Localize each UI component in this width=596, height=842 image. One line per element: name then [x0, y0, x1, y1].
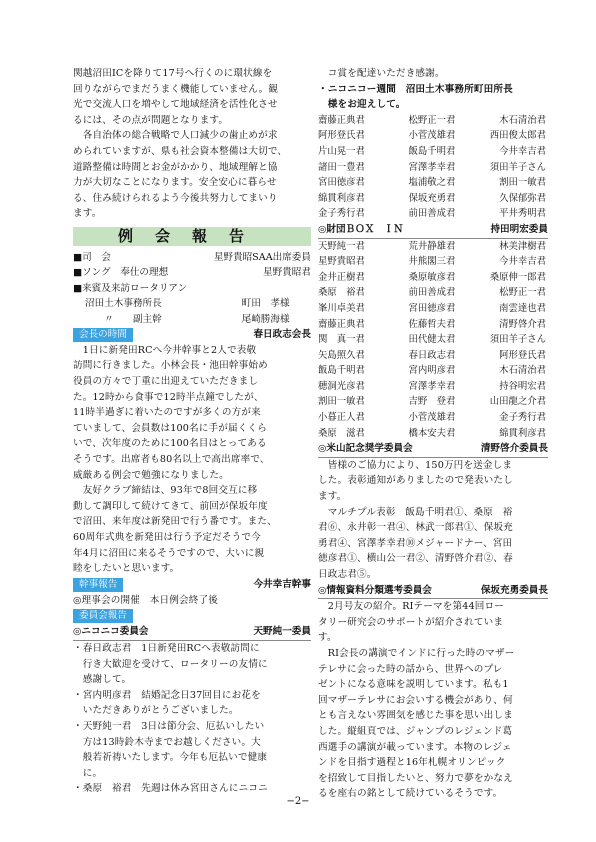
multiple-award-text [318, 505, 548, 583]
text-line: ていまして、会員数は100名に手が届くくら [73, 422, 267, 434]
text-line: るを座右の銘として続けているそうです。 [318, 788, 503, 800]
member-name: 荒井静雄君 [408, 240, 456, 252]
text-line: を招致して目指したいと、努力で夢をかなえ [318, 772, 513, 784]
text-line: 役員の方々で丁重に出迎えていただきまし [73, 376, 259, 388]
member-name: 金子秀行君 [318, 208, 365, 220]
intro-paragraph [73, 66, 311, 222]
member-name: 諸田一豊君 [318, 161, 365, 173]
member-name: 宮内明彦君 [408, 365, 456, 377]
text-line: す。 [318, 632, 337, 644]
member-name: 西田俊太郎君 [489, 130, 546, 142]
text-line: 回マザーテレサにお会いする機会があり、何 [318, 694, 513, 706]
secretary-text [73, 593, 311, 609]
member-row [318, 128, 548, 144]
member-name: 山田龍之介君 [489, 396, 546, 408]
member-name: 峯川卓美君 [318, 302, 365, 314]
text-line: 般若祈祷いたします。今年も厄払いで健康 [73, 752, 268, 764]
yoneyama-title [318, 441, 548, 458]
member-row [318, 144, 548, 160]
member-name: 前田善成君 [408, 287, 456, 299]
guest-row [73, 296, 311, 311]
left-column [73, 66, 311, 797]
text-line: ・宮内明彦君 結婚記念日37回目にお花を [73, 689, 261, 701]
text-line: いで、次年度のために100名目はとってある [73, 438, 267, 450]
member-name: 穂洞光彦君 [318, 380, 365, 392]
report-item [73, 265, 311, 280]
member-name: 桑原伸一郎君 [489, 271, 546, 283]
member-name: 吉野 登君 [408, 396, 456, 408]
text-line: 動して調印して続けてきて、前回が保坂年度 [73, 500, 268, 512]
member-name: 阿形登氏君 [318, 130, 365, 142]
niconico-committee-name: ◎ニコニコ委員会 [73, 626, 149, 638]
member-name: 齋藤正典君 [318, 318, 365, 330]
president-header [73, 327, 311, 343]
report-item [73, 250, 311, 265]
text-line: 友好クラブ締結は、93年で8回交互に移 [73, 485, 258, 497]
text-line: RI会長の講演でインドに行った時のマザー [318, 647, 515, 659]
text-line: 各自治体の総合戦略で人口減少の歯止めが求 [73, 130, 278, 142]
member-name: 今井幸吉君 [499, 256, 546, 268]
member-row [318, 410, 548, 426]
member-name: 小菅茂雄君 [408, 130, 456, 142]
text-line: した。縦組頁では、ジャンプのレジェンド葛 [318, 725, 513, 737]
member-name: 星野貴昭君 [318, 256, 365, 268]
member-name: 春日政志君 [408, 349, 456, 361]
member-name: 木石清治君 [499, 114, 546, 126]
text-line: 勇君④、宮澤孝幸君⑩メジャードナー、宮田 [318, 537, 513, 549]
text-line: 年4月に沼田に来るそうですので、大いに親 [73, 547, 265, 559]
text-line: いただきありがとうございました。 [73, 705, 239, 717]
text-line: 力が大切なことになります。安全安心に暮らせ [73, 177, 277, 189]
member-name: 須田羊子さん [489, 161, 546, 173]
report-items [73, 250, 311, 296]
text-line: とも言えない雰囲気を感じた事を思い出しま [318, 710, 513, 722]
member-name: 綿貫利彦君 [318, 192, 365, 204]
member-name: 井熊閣三君 [408, 256, 456, 268]
member-name: 須田羊子さん [489, 334, 546, 346]
info-committee-text [318, 599, 548, 802]
text-line: ・春日政志君 1日新発田RCへ表敬訪問に [73, 642, 260, 654]
member-name: 小菅茂雄君 [408, 412, 456, 424]
secretary-header [73, 577, 311, 593]
text-line: 君⑥、永井彰一君④、林武一郎君①、保坂充 [318, 522, 513, 534]
member-name: 田代健太君 [408, 334, 456, 346]
text-line: 方は13時鈴木寺までお越しください。大 [73, 736, 261, 748]
secretary-speaker: 今井幸吉幹事 [253, 578, 311, 590]
member-name: 桑原 裕君 [318, 287, 365, 299]
member-row [318, 348, 548, 364]
niconico-committee-text [73, 641, 311, 797]
member-row [318, 206, 548, 222]
text-line: ・桑原 裕君 先週は休み宮田さんにニコニ [73, 783, 268, 795]
zaidan-box-members [318, 239, 548, 442]
info-committee-title [318, 583, 548, 600]
yoneyama-name: ◎米山記念奨学委員会 [318, 443, 413, 455]
member-row [318, 379, 548, 395]
zaidan-box-name: ◎財団ＢＯＸ ＩＮ [318, 223, 404, 235]
guest-row [73, 312, 311, 327]
member-name: 矢島照久君 [318, 349, 365, 361]
member-name: 割田一敏君 [318, 396, 365, 408]
member-name: 保坂充勇君 [408, 192, 456, 204]
member-row [318, 394, 548, 410]
text-line: ◎理事会の開催 本日例会終了後 [73, 594, 218, 606]
member-name: 金子秀行君 [499, 412, 546, 424]
member-name: 林美津樹君 [499, 240, 546, 252]
member-name: 宮澤孝幸君 [408, 161, 456, 173]
member-name: 松野正一君 [408, 114, 456, 126]
text-line: 1日に新発田RCへ今井幹事と2人で表敬 [73, 344, 257, 356]
member-row [318, 191, 548, 207]
member-name: 阿形登氏君 [499, 349, 546, 361]
text-line: 日政志君⑤。 [318, 569, 377, 580]
yoneyama-speaker: 清野啓介委員長 [480, 443, 548, 455]
report-item-value: 星野貴昭君 [263, 267, 311, 279]
zaidan-box-title [318, 222, 548, 239]
member-name: 飯島千明君 [408, 145, 456, 157]
report-item [73, 281, 311, 296]
member-name: 平井秀明君 [499, 208, 546, 220]
member-name: 佐藤哲夫君 [408, 318, 456, 330]
text-line: 訪問に行きました。小林会長・池田幹事始め [73, 360, 268, 372]
text-line: るには、その点が問題となります。 [73, 114, 229, 126]
info-committee-name: ◎情報資料分類選考委員会 [318, 584, 432, 596]
guest-name: 町田 孝様 [241, 298, 290, 310]
member-name: 前田善成君 [408, 208, 456, 220]
guest-list [73, 296, 311, 327]
text-line: 皆様のご協力により、150万円を送金しま [318, 459, 513, 471]
secretary-tag: 幹事報告 [73, 578, 123, 592]
member-row [318, 301, 548, 317]
text-line: ・ニコニコー週間 沼田土木事務所町田所長 [318, 83, 513, 95]
member-name: 金井正樹君 [318, 271, 365, 283]
zaidan-box-speaker: 持田明宏委員 [490, 223, 548, 235]
text-line: 威厳ある例会で勉強になりました。 [73, 469, 229, 481]
text-line: ます。 [318, 491, 347, 503]
text-line: 関越沼田ICを降りて17号へ行くのに環状線を [73, 68, 273, 79]
page-number: −2− [286, 796, 310, 807]
text-line: 様をお迎えして。 [318, 99, 406, 111]
report-item-label: ■司 会 [73, 251, 111, 263]
text-line: た。12時から食事で12時半点鐘でしたが、 [73, 391, 264, 403]
member-name: 松野正一君 [499, 287, 546, 299]
guest-org: 沼田土木事務所長 [85, 298, 162, 310]
text-line: コ賞を配達いただき感謝。 [318, 68, 445, 79]
text-line: 回りながらでまだうまく機能していません。観 [73, 83, 279, 95]
member-row [318, 363, 548, 379]
member-row [318, 254, 548, 270]
member-name: 桑原 滋君 [318, 427, 365, 439]
committee-header [73, 608, 311, 624]
member-row [318, 285, 548, 301]
president-text [73, 343, 311, 577]
text-line: 徳彦君①、横山公一君②、清野啓介君②、春 [318, 553, 513, 565]
text-line: タリー研究会のサポートが紹介されていま [318, 616, 504, 628]
member-row [318, 332, 548, 348]
president-speaker: 春日政志会長 [253, 328, 311, 340]
member-name: 宮田徳彦君 [408, 302, 456, 314]
text-line: 光で交流人口を増やして地域経済を活性化させ [73, 99, 278, 111]
member-name: 宮田徳彦君 [318, 177, 365, 189]
report-item-label: ■ソング 奉仕の理想 [73, 267, 169, 279]
text-line: した。表彰通知がありましたので発表いたし [318, 475, 513, 487]
member-name: 木石清治君 [499, 365, 546, 377]
member-name: 片山晃一君 [318, 145, 365, 157]
text-line: テレサに会った時の話から、世界へのプレ [318, 663, 503, 675]
member-name: 久保郁弥君 [499, 192, 546, 204]
member-row [318, 270, 548, 286]
member-name: 持谷明宏君 [499, 380, 546, 392]
text-line: 感謝して。 [73, 674, 132, 686]
report-item-value: 星野貴昭SAA出席委員 [213, 251, 311, 263]
info-committee-speaker: 保坂充勇委員長 [480, 584, 548, 596]
report-item-label: ■来賓及来訪ロータリアン [73, 282, 188, 294]
text-line: る、住み続けられるよう今後共努力してまいり [73, 192, 278, 204]
text-line: 西選手の講演が載っています。本物のレジェ [318, 741, 512, 753]
text-line: ます。 [73, 208, 102, 220]
member-name: 塩浦敬之君 [408, 177, 456, 189]
text-line: められていますが、県も社会資本整備は大切で、 [73, 145, 288, 157]
member-name: 天野純一君 [318, 240, 365, 252]
member-name: 今井幸吉君 [499, 145, 546, 157]
member-row [318, 160, 548, 176]
member-row [318, 317, 548, 333]
member-name: 齋藤正典君 [318, 114, 365, 126]
right-intro [318, 66, 548, 82]
text-line: ・天野純一君 3日は節分会、厄払いしたい [73, 720, 265, 732]
text-line: 睦をしたいと思います。 [73, 563, 180, 575]
text-line: 60周年式典を新発田は行う予定だそうで今 [73, 532, 261, 544]
niconico-week-members [318, 113, 548, 222]
right-column [318, 66, 548, 802]
member-name: 南雲達也君 [499, 302, 546, 314]
text-line: マルチプル表彰 飯島千明君①、桑原 裕 [318, 506, 513, 518]
niconico-committee-title [73, 624, 311, 641]
guest-org: 〃 副主幹 [85, 313, 162, 325]
niconico-committee-speaker: 天野純一委員 [253, 626, 311, 638]
member-name: 清野啓介君 [499, 318, 546, 330]
text-line: ゼントになる意味を説明しています。私も1 [318, 679, 509, 691]
text-line: そうです。出席者も80名以上で高出席率で、 [73, 454, 270, 466]
member-name: 飯島千明君 [318, 365, 365, 377]
niconico-week-title [318, 82, 548, 113]
guest-name: 尾崎勝海様 [241, 313, 290, 325]
committee-tag: 委員会報告 [73, 609, 133, 623]
member-name: 宮澤孝幸君 [408, 380, 456, 392]
yoneyama-text [318, 458, 548, 505]
member-name: 小暮正人君 [318, 412, 365, 424]
member-row [318, 426, 548, 442]
meeting-report-banner: 例会報告 [73, 227, 311, 246]
member-name: 割田一敏君 [499, 177, 546, 189]
member-name: 綿貫利彦君 [499, 427, 546, 439]
president-tag: 会長の時間 [73, 328, 133, 342]
text-line: 行き大歓迎を受けて、ロータリーの友情に [73, 658, 268, 670]
member-name: 関 真一君 [318, 334, 365, 346]
text-line: ンドを目指す過程と16年札幌オリンピック [318, 757, 506, 769]
member-name: 橋本安夫君 [408, 427, 456, 439]
member-row [318, 175, 548, 191]
member-name: 桑原敏彦君 [408, 271, 456, 283]
text-line: 道路整備は時間とお金がかかり、地域理解と協 [73, 161, 278, 173]
member-row [318, 239, 548, 255]
text-line: 11時半過ぎに着いたのですが多くの方が来 [73, 407, 261, 419]
text-line: に。 [73, 767, 103, 779]
text-line: で沼田、来年度は新発田で行う番です。また、 [73, 516, 277, 528]
member-row [318, 113, 548, 129]
text-line: 2月号友の紹介。RIテーマを第44回ロー [318, 601, 504, 613]
